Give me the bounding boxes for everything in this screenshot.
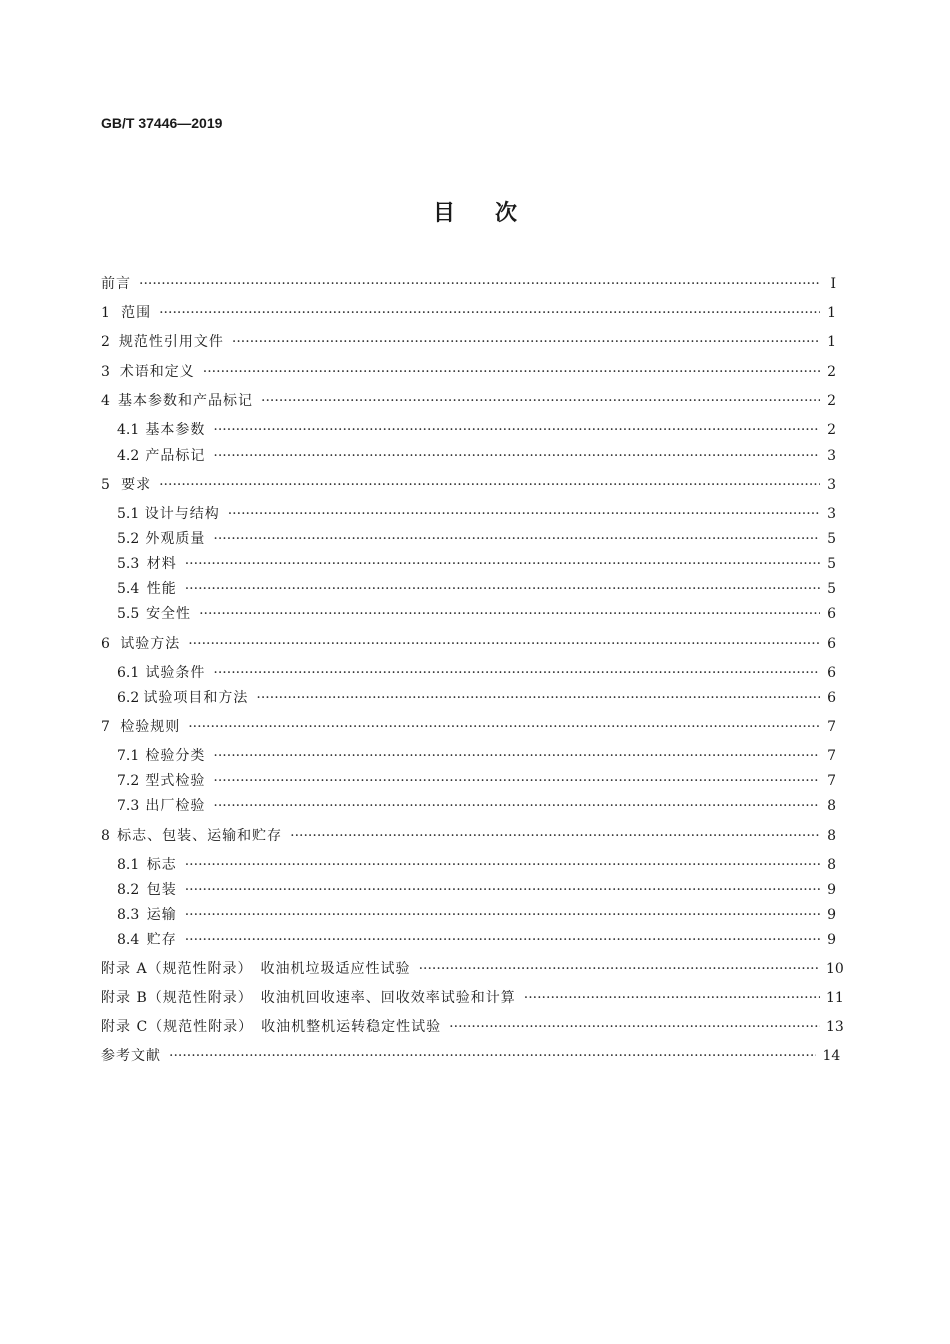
toc-entry-page: 1 [827, 305, 836, 321]
toc-entry-number: 6 [101, 636, 110, 652]
toc-entry[interactable] [101, 274, 836, 294]
toc-entry-page: 2 [827, 393, 836, 409]
toc-entry-leader [169, 1046, 816, 1066]
toc-entry-leader [261, 391, 820, 411]
toc-entry[interactable] [101, 1017, 844, 1037]
toc-entry-page: 6 [827, 606, 836, 622]
toc-entry-page: 7 [827, 748, 836, 764]
toc-entry[interactable] [101, 362, 836, 382]
toc-entry-title: 外观质量 [145, 531, 206, 547]
toc-entry-number: 5.4 [117, 581, 140, 597]
toc-entry-page: 11 [826, 990, 844, 1006]
toc-entry-page: Ⅰ [830, 276, 836, 292]
toc-entry-title: 试验方法 [120, 636, 181, 652]
toc-entry-leader [419, 959, 820, 979]
toc-entry[interactable] [117, 855, 836, 875]
toc-entry-number: 8.1 [117, 857, 140, 873]
toc-entry-leader [185, 880, 820, 900]
toc-entry[interactable] [117, 604, 836, 624]
toc-entry-page: 8 [827, 857, 836, 873]
toc-entry-title: 范围 [121, 305, 152, 321]
toc-entry[interactable] [117, 420, 836, 440]
toc-entry-page: 3 [827, 506, 836, 522]
toc-entry-title: 要求 [121, 477, 152, 493]
toc-entry[interactable] [117, 504, 836, 524]
toc-entry-leader [290, 826, 820, 846]
toc-entry-title: 包装 [146, 882, 177, 898]
toc-entry[interactable] [101, 959, 844, 979]
toc-entry-title: 附录 C（规范性附录） 收油机整机运转稳定性试验 [101, 1019, 442, 1035]
toc-entry-leader [159, 303, 820, 323]
toc-entry-number: 1 [101, 305, 110, 321]
toc-entry[interactable] [117, 529, 836, 549]
toc-entry-title: 规范性引用文件 [118, 334, 224, 350]
toc-entry-title: 安全性 [146, 606, 192, 622]
toc-entry-number: 5.1 [117, 506, 140, 522]
toc-entry-number: 5 [101, 477, 110, 493]
toc-entry-page: 13 [826, 1019, 844, 1035]
toc-entry-title: 检验分类 [145, 748, 206, 764]
toc-entry[interactable] [101, 988, 844, 1008]
toc-entry-title: 术语和定义 [119, 364, 195, 380]
toc-entry-page: 14 [822, 1048, 841, 1064]
toc-entry-number: 5.3 [117, 556, 140, 572]
toc-entry-title: 运输 [146, 907, 177, 923]
toc-title: 目次 [432, 201, 557, 226]
toc-entry[interactable] [101, 634, 836, 654]
toc-entry-leader [185, 554, 820, 574]
toc-entry-title: 型式检验 [145, 773, 206, 789]
toc-entry-number: 6.2 [117, 690, 140, 706]
toc-entry-leader [213, 771, 820, 791]
toc-entry-leader [185, 855, 820, 875]
toc-entry-page: 8 [827, 798, 836, 814]
standard-number: GB/T 37446—2019 [101, 115, 223, 131]
toc-entry[interactable] [101, 475, 836, 495]
toc-entry-title: 附录 A（规范性附录） 收油机垃圾适应性试验 [101, 961, 411, 977]
toc-entry-page: 6 [827, 636, 836, 652]
toc-entry-number: 6.1 [117, 665, 140, 681]
toc-entry-page: 5 [827, 531, 836, 547]
toc-entry-number: 8.4 [117, 932, 140, 948]
toc-entry[interactable] [117, 579, 836, 599]
toc-entry[interactable] [101, 717, 836, 737]
toc-entry-number: 7.1 [117, 748, 140, 764]
toc-entry-number: 7.2 [117, 773, 140, 789]
toc-entry[interactable] [117, 554, 836, 574]
toc-entry-page: 7 [827, 719, 836, 735]
toc-entry-number: 7.3 [117, 798, 140, 814]
toc-entry[interactable] [101, 826, 836, 846]
toc-entry[interactable] [117, 688, 836, 708]
toc-entry-leader [213, 796, 820, 816]
toc-entry-leader [203, 362, 820, 382]
toc-entry-number: 4.1 [117, 422, 140, 438]
toc-entry-leader [524, 988, 820, 1008]
toc-entry-page: 1 [827, 334, 836, 350]
toc-entry-number: 8 [101, 828, 110, 844]
toc-entry-title: 产品标记 [145, 448, 206, 464]
toc-entry-page: 9 [827, 907, 836, 923]
toc-entry-title: 参考文献 [101, 1048, 161, 1064]
toc-entry-page: 6 [827, 665, 836, 681]
toc-entry-page: 5 [827, 556, 836, 572]
toc-entry-title: 基本参数和产品标记 [118, 393, 254, 409]
toc-entry-page: 10 [826, 961, 844, 977]
toc-entry-leader [213, 663, 820, 683]
toc-entry-title: 标志 [146, 857, 177, 873]
toc-entry-title: 性能 [146, 581, 177, 597]
toc-entry-number: 4 [101, 393, 110, 409]
toc-entry-title: 附录 B（规范性附录） 收油机回收速率、回收效率试验和计算 [101, 990, 516, 1006]
toc-entry-number: 5.5 [117, 606, 140, 622]
toc-entry[interactable] [101, 1046, 841, 1066]
toc-entry-number: 3 [101, 364, 110, 380]
toc-entry-page: 6 [827, 690, 836, 706]
toc-entry-number: 8.3 [117, 907, 140, 923]
toc-entry-leader [185, 579, 820, 599]
toc-entry[interactable] [117, 746, 836, 766]
toc-entry[interactable] [101, 332, 836, 352]
toc-entry[interactable] [117, 796, 836, 816]
toc-entry[interactable] [101, 303, 836, 323]
toc-entry-page: 9 [827, 932, 836, 948]
toc-entry[interactable] [117, 930, 836, 950]
toc-entry-leader [256, 688, 820, 708]
toc-entry-title: 出厂检验 [145, 798, 206, 814]
toc-entry-page: 9 [827, 882, 836, 898]
toc-entry[interactable] [117, 880, 836, 900]
toc-entry-page: 2 [827, 422, 836, 438]
toc-entry-leader [185, 930, 820, 950]
toc-entry-page: 7 [827, 773, 836, 789]
toc-entry-leader [228, 504, 820, 524]
toc-entry-title: 试验条件 [145, 665, 206, 681]
toc-entry-title: 贮存 [146, 932, 177, 948]
toc-entry-number: 2 [101, 334, 110, 350]
toc-entry-number: 8.2 [117, 882, 140, 898]
toc-entry-title: 设计与结构 [144, 506, 220, 522]
toc-entry[interactable] [117, 905, 836, 925]
toc-entry-title: 基本参数 [145, 422, 206, 438]
toc-entry-page: 3 [827, 448, 836, 464]
toc-entry-leader [232, 332, 820, 352]
toc-entry-page: 2 [827, 364, 836, 380]
toc-entry-title: 前言 [101, 276, 131, 292]
toc-entry-title: 检验规则 [120, 719, 181, 735]
toc-entry-leader [213, 420, 820, 440]
toc-entry[interactable] [117, 771, 836, 791]
toc-entry-number: 4.2 [117, 448, 140, 464]
toc-entry-number: 5.2 [117, 531, 140, 547]
toc-entry-title: 标志、包装、运输和贮存 [117, 828, 283, 844]
toc-entry-leader [213, 746, 820, 766]
toc-entry-page: 3 [827, 477, 836, 493]
toc-entry-title: 试验项目和方法 [143, 690, 249, 706]
toc-entry-leader [213, 446, 820, 466]
toc-entry-number: 7 [101, 719, 110, 735]
toc-entry[interactable] [117, 446, 836, 466]
toc-entry-leader [139, 274, 820, 294]
toc-entry-leader [213, 529, 820, 549]
toc-entry-title: 材料 [146, 556, 177, 572]
toc-entry-page: 8 [827, 828, 836, 844]
toc-entry-page: 5 [827, 581, 836, 597]
toc-entry-leader [159, 475, 820, 495]
toc-entry-leader [199, 604, 820, 624]
toc-entry[interactable] [117, 663, 836, 683]
toc-entry[interactable] [101, 391, 836, 411]
toc-entry-leader [449, 1017, 820, 1037]
toc-entry-leader [188, 634, 820, 654]
toc-entry-leader [185, 905, 820, 925]
toc-entry-leader [188, 717, 820, 737]
